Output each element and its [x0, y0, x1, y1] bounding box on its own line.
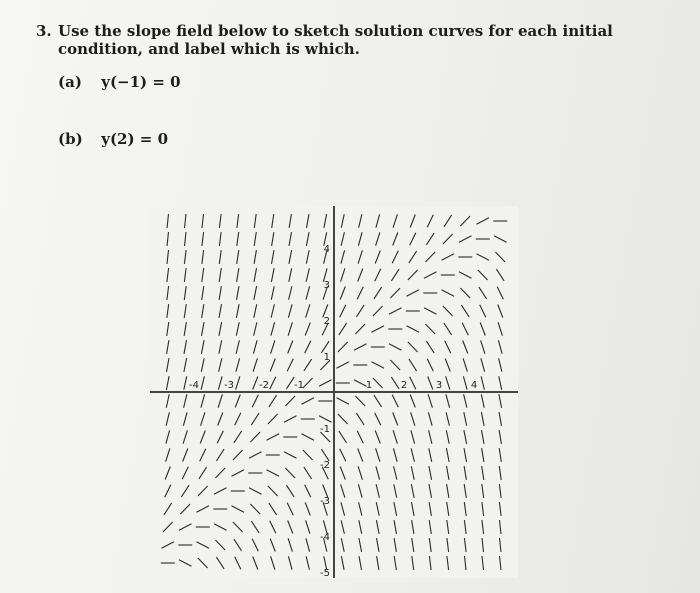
slope-field-svg [150, 206, 518, 578]
x-tick-label: -3 [224, 380, 234, 391]
y-tick-label: 4 [323, 244, 330, 255]
y-tick-label: -2 [320, 460, 330, 471]
problem-statement [36, 22, 656, 58]
part-b-label: (b) [58, 130, 83, 148]
x-tick-label: -2 [259, 380, 269, 391]
y-tick-label: 3 [323, 280, 330, 291]
x-tick-label: 3 [435, 380, 443, 391]
part-a [58, 73, 181, 91]
slope-field-graph [150, 206, 518, 578]
y-tick-label: -1 [320, 424, 330, 435]
y-tick-label: 2 [323, 316, 330, 327]
x-tick-label: 4 [470, 380, 478, 391]
y-tick-label: -3 [320, 496, 330, 507]
part-b [58, 130, 168, 148]
part-b-condition: y(2) = 0 [101, 130, 169, 148]
y-tick-label: -5 [320, 568, 330, 578]
x-tick-label: 2 [400, 380, 408, 391]
part-a-label: (a) [58, 73, 82, 91]
x-tick-label: -1 [294, 380, 304, 391]
problem-number: 3. [36, 22, 52, 40]
y-tick-label: -4 [320, 532, 330, 543]
x-tick-label: 1 [365, 380, 373, 391]
y-tick-label: 1 [323, 352, 330, 363]
problem-text: Use the slope field below to sketch solution curves for each initial condition, and label which is which. [58, 22, 613, 58]
part-a-condition: y(−1) = 0 [101, 73, 181, 91]
x-tick-label: -4 [189, 380, 199, 391]
